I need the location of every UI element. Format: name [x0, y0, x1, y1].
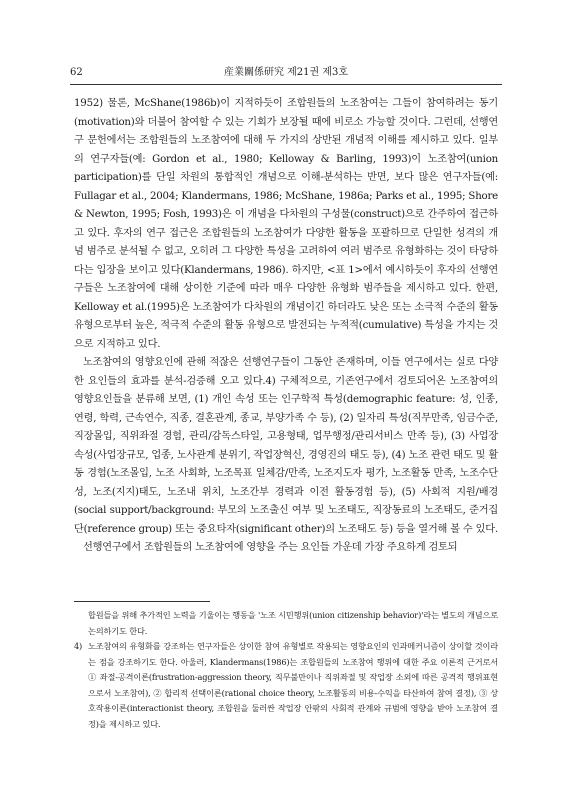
footnote-4-label: 4): [74, 641, 83, 651]
paragraph-3: 선행연구에서 조합원들의 노조참여에 영향을 주는 요인들 가운데 가장 주요하게 검토되: [83, 542, 458, 553]
footnotes: [74, 608, 498, 732]
footnote-4: [74, 639, 498, 732]
footnote-continuation: 합원들을 위해 추가적인 노력을 기울이는 행동을 '노조 시민행위(union citizenship behavior)'라는 별도의 개념으로 논의하기도 한다.: [88, 610, 498, 636]
paragraph-2: 노조참여의 영향요인에 관해 적잖은 선행연구들이 그동안 존재하며, 이들 연구에서는 실로 다양한 요인들의 효과를 분석-검증해 오고 있다.4) 구체적으로, 기존연구에서 검토되어온 노조참여의 영향요인들을 분류해 보면, (1) 개인 속성 또는 인구학적 특성(demographic feature: 성, 인종, 연령, 학력, 근속연수, 직종, 결혼관계, 종교, 부양가족 수 등), (2) 일자리 특성(직무만족, 임금수준, 직장몰입, 직위좌절 경험, 관리/감독스타일, 고용형태, 업무행정/관리서비스 만족 등), (3) 사업장 속성(사업장규모, 업종, 노사관계 분위기, 작업장혁신, 경영진의 태도 등), (4) 노조 관련 태도 및 활동 경험(노조몰입, 노조 사회화, 노조목표 일체감/만족, 노조지도자 평가, 노조활동 만족, 노조수단성, 노조(지지)태도, 노조내 위치, 노조간부 경력과 이전 활동경험 등), (5) 사회적 지원/배경(social support/background: 부모의 노조출신 여부 및 노조태도, 직장동료의 노조태도, 준거집단(reference group) 또는 중요타자(significant other)의 노조태도 등) 등을 열거해 볼 수 있다.: [74, 357, 498, 535]
header-rule: [70, 84, 502, 85]
paragraph-1: 1952) 물론, McShane(1986b)이 지적하듯이 조합원들의 노조참여는 그들이 참여하려는 동기(motivation)와 더불어 참여할 수 있는 기회가 보장될 때에 비로소 가능할 것이다. 그런데, 선행연구 문헌에서는 조합원들의 노조참여에 대해 두 가지의 상반된 개념적 이해를 제시하고 있다. 일부의 연구자들(예: Gordon et al., 1980; Kelloway & Barling, 1993)이 노조참여(union participation)를 단일 차원의 통합적인 개념으로 이해-분석하는 반면, 보다 많은 연구자들(예: Fullagar et al., 2004; Klandermans, 1986; McShane, 1986a; Parks et al., 1995; Shore & Newton, 1995; Fosh, 1993)은 이 개념을 다차원의 구성물(construct)으로 간주하여 접근하고 있다. 후자의 연구 접근은 조합원들의 노조참여가 다양한 활동을 포괄하므로 단일한 성격의 개념 범주로 분석될 수 없고, 오히려 그 다양한 특성을 고려하여 여러 범주로 유형화하는 것이 타당하다는 입장을 보이고 있다(Klandermans, 1986). 하지만, <표 1>에서 예시하듯이 후자의 선행연구들은 노조참여에 대해 상이한 기준에 따라 매우 다양한 유형화 범주들을 제시하고 있다. 한편, Kelloway et al.(1995)은 노조참여가 다차원의 개념이긴 하더라도 낮은 또는 소극적 수준의 활동 유형으로부터 높은, 적극적 수준의 활동 유형으로 발전되는 누적적(cumulative) 특성을 가지는 것으로 지적하고 있다.: [74, 98, 498, 350]
footnote-4-text: 노조참여의 유형화를 강조하는 연구자들은 상이한 참여 유형별로 작용되는 영향요인의 인과메커니즘이 상이할 것이라는 점을 강조하기도 한다. 아울러, Klandermans(1986)는 조합원들의 노조참여 행위에 대한 주요 이론적 근거로서 ① 좌절-공격이론(frustration-aggression theory, 직무불만이나 직위좌절 및 작업장 소외에 따른 공격적 행위표현으로서 노조참여), ② 합리적 선택이론(rational choice theory, 노조활동의 비용-수익을 타산하여 참여 결정), ③ 상호작용이론(interactionist theory, 조합원을 둘러싼 작업장 안팎의 사회적 관계와 규범에 영향을 받아 노조참여 결정)을 제시하고 있다.: [88, 641, 498, 729]
running-header: [70, 66, 502, 80]
body-text: [74, 95, 498, 558]
footnote-rule: [74, 601, 210, 602]
page-number: 62: [70, 67, 83, 78]
journal-title: 産業關係研究 제21권 제3호: [223, 67, 349, 78]
